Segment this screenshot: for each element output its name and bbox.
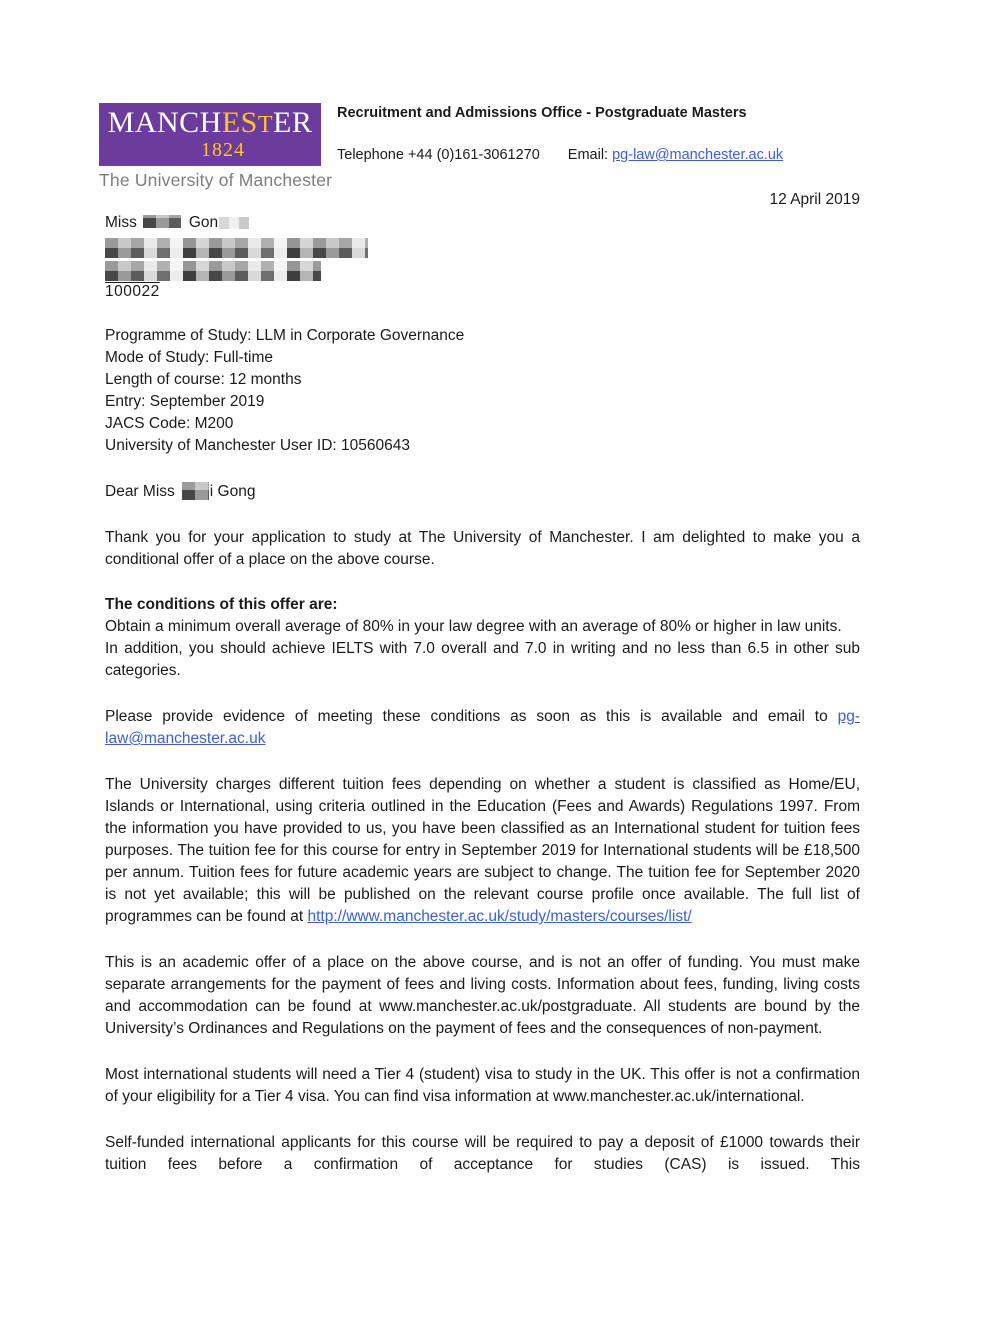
university-logo xyxy=(99,103,333,191)
office-title: Recruitment and Admissions Office - Postgraduate Masters xyxy=(337,105,747,121)
address-redaction-line-1 xyxy=(105,238,368,258)
course-list-link[interactable]: http://www.manchester.ac.uk/study/masters/courses/list/ xyxy=(307,908,692,925)
contact-row xyxy=(337,146,783,164)
condition-2: In addition, you should achieve IELTS with 7.0 overall and 7.0 in writing and no less than 6.5 in other sub categories. xyxy=(105,640,860,679)
programme-line: Programme of Study: LLM in Corporate Governance xyxy=(105,327,465,344)
salutation-post: i Gong xyxy=(209,483,256,500)
recipient-name: Gon xyxy=(188,214,219,231)
thanks-paragraph: Thank you for your application to study at The University of Manchester. I am delighted to make you a conditional offer of a place on the above course. xyxy=(105,529,860,568)
logo-year: 1824 xyxy=(201,139,245,161)
email-label: Email: xyxy=(567,147,609,163)
logo-wordmark xyxy=(99,108,321,140)
evidence-email-link[interactable]: pg-law@manchester.ac.uk xyxy=(105,708,860,747)
university-logo-mark xyxy=(99,103,321,166)
header-email-link[interactable]: pg-law@manchester.ac.uk xyxy=(612,147,784,163)
letterhead xyxy=(99,103,860,191)
name-redaction-block xyxy=(143,215,181,228)
logo-tagline: The University of Manchester xyxy=(99,170,333,190)
evidence-paragraph xyxy=(105,706,860,750)
logo-text-t: T xyxy=(257,112,274,138)
salutation-pre: Dear Miss xyxy=(105,483,175,500)
recipient-block xyxy=(105,212,860,303)
programme-line: JACS Code: M200 xyxy=(105,415,234,432)
recipient-title: Miss xyxy=(105,214,137,231)
programme-line: Length of course: 12 months xyxy=(105,371,302,388)
salutation-redaction-block xyxy=(182,482,209,500)
salutation xyxy=(105,481,860,503)
recipient-id: 100022 xyxy=(105,283,160,300)
conditions-heading: The conditions of this offer are: xyxy=(105,596,338,613)
deposit-paragraph: Self-funded international applicants for this course will be required to pay a deposit of £1000 towards their tuition fees before a confirmation of acceptance for studies (CAS) is issued. This xyxy=(105,1134,860,1173)
logo-text-er: ER xyxy=(273,106,313,139)
office-info xyxy=(337,103,783,164)
logo-text-manch: MANCH xyxy=(107,106,222,139)
programme-details xyxy=(105,325,860,457)
recipient-name-line xyxy=(105,212,860,234)
programme-line: University of Manchester User ID: 10560643 xyxy=(105,437,410,454)
condition-1: Obtain a minimum overall average of 80% in your law degree with an average of 80% or higher in law units. xyxy=(105,618,842,635)
address-redaction-line-2 xyxy=(105,261,321,281)
academic-offer-paragraph: This is an academic offer of a place on the above course, and is not an offer of funding. You must make separate arrangements for the payment of fees and living costs. Information about fees, funding, living costs and accommodation can be found at www.manchester.ac.uk/postgraduate. All students are bound by the University’s Ordinances and Regulations on the payment of fees and the consequences of non-payment. xyxy=(105,954,860,1037)
name-tail-redaction-block xyxy=(219,217,249,229)
visa-paragraph: Most international students will need a Tier 4 (student) visa to study in the UK. This offer is not a confirmation of your eligibility for a Tier 4 visa. You can find visa information at www.manchester.ac.uk/international. xyxy=(105,1066,860,1105)
evidence-text: Please provide evidence of meeting these conditions as soon as this is available and email to xyxy=(105,708,828,725)
programme-line: Mode of Study: Full-time xyxy=(105,349,273,366)
conditions-section xyxy=(105,594,860,682)
letter-date: 12 April 2019 xyxy=(769,191,860,208)
fees-text: The University charges different tuition fees depending on whether a student is classified as Home/EU, Islands or International, using criteria outlined in the Education (Fees and Awards) Regulations 1997. From the information you have provided to us, you have been classified as an International student for tuition fees purposes. The tuition fee for this course for entry in September 2019 for International students will be £18,500 per annum. Tuition fees for future academic years are subject to change. The tuition fee for September 2020 is not yet available; this will be published on the relevant course profile once available. The full list of programmes can be found at xyxy=(105,776,860,925)
recipient-id-line xyxy=(105,281,860,303)
telephone-text: Telephone +44 (0)161-3061270 xyxy=(337,147,540,163)
programme-line: Entry: September 2019 xyxy=(105,393,265,410)
logo-text-es: ES xyxy=(221,106,258,139)
fees-paragraph xyxy=(105,774,860,928)
